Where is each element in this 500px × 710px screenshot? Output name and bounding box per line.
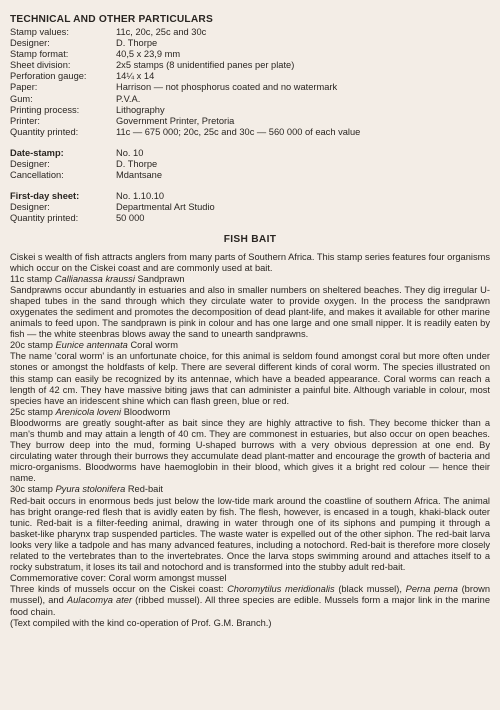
- stamp-25c-heading: 25c stamp Arenicola loveni Bloodworm: [10, 406, 171, 417]
- spec-row: Stamp format: 40,5 x 23,9 mm: [10, 49, 181, 60]
- spec-row: Quantity printed: 11c — 675 000; 20c, 25c and 30c — 560 000 of each value: [10, 126, 361, 137]
- spec-row: Designer: D. Thorpe: [10, 159, 158, 170]
- spec-row: Date-stamp: No. 10: [10, 147, 144, 158]
- spec-row: Printer: Government Printer, Pretoria: [10, 115, 235, 126]
- stamp-20c-text: The name 'coral worm' is an unfortunate choice, for this animal is seldom found amongst coral but more often under stones or amongst the holdfasts of kelp. There are several different kinds of coral worm. The species illustrated on this stamp can easily be recognized by its antennae, which have a beaded appearance. Coral worms can reach a length of 42 cm. They have massive biting jaws that can administer a painful bite. Although variable in colour, most species have an iridescent shine which can flash green, blue or red.: [10, 351, 490, 406]
- spec-row: First-day sheet: No. 1.10.10: [10, 191, 165, 202]
- intro-paragraph: Ciskei s wealth of fish attracts anglers from many parts of Southern Africa. This stamp series features four organisms which occur on the Ciskei coast and are commonly used at bait.: [10, 251, 490, 273]
- spec-row: Perforation gauge: 14¼ x 14: [10, 71, 155, 82]
- stamp-25c-text: Bloodworms are greatly sought-after as bait since they are highly attractive to fish. They become thicker than a man's thumb and may attain a length of 40 cm. They are commonest in estuaries, but also occur on open beaches. They burrow deep into the mud, forming U-shaped burrows with a very obvious depression at one end. By circulating water through their burrows they accumulate dead plant-matter and encourage the growth of bacteria and micro-organisms. Bloodworms have haemoglobin in their blood, which gives it a bright red colour — hence their name.: [10, 417, 490, 484]
- spec-row: Printing process: Lithography: [10, 104, 165, 115]
- mussels-paragraph: Three kinds of mussels occur on the Ciskei coast: Choromytilus meridionalis (black mussel), Perna perna (brown mussel), and Aulacomya ater (ribbed mussel). All three species are edible. Mussels form a major link in the marine food chain.: [10, 584, 491, 617]
- spec-row: Designer: D. Thorpe: [10, 38, 158, 49]
- stamp-30c-heading: 30c stamp Pyura stolonifera Red-bait: [10, 484, 163, 495]
- spec-row: Quantity printed: 50 000: [10, 213, 145, 224]
- stamp-30c-text: Red-bait occurs in enormous beds just below the low-tide mark around the coastline of southern Africa. The animal has bright orange-red flesh that is avidly eaten by fish. The flesh, however, is encased in a tough, khaki-black outer tunic. Red-bait is a filter-feeding animal, drawing in water through one of its siphons and pumping it through a basket-like pharynx trap suspended particles. The waste water is expelled out of the other siphon. The red-bait larva looks very like a tadpole and has many advanced features, including a notochord. Red-bait is therefore more closely related to the vertebrates than to the invertebrates. Once the larva stops swimming around and attaches itself to a rocky substratum, it loses its tail and notochord and is transformed into the stubby adult red-bait.: [10, 495, 490, 573]
- spec-row: Gum: P.V.A.: [10, 93, 141, 104]
- technical-table: [10, 27, 360, 138]
- date-stamp-table: [10, 148, 162, 181]
- first-day-table: [10, 191, 215, 224]
- stamp-11c-heading: 11c stamp Callianassa kraussi Sandprawn: [10, 273, 185, 284]
- spec-row: Sheet division: 2x5 stamps (8 unidentified panes per plate): [10, 60, 295, 71]
- credit-line: (Text compiled with the kind co-operation of Prof. G.M. Branch.): [10, 617, 272, 628]
- spec-row: Designer: Departmental Art Studio: [10, 202, 215, 213]
- fish-bait-title: FISH BAIT: [223, 233, 277, 245]
- spec-row: Stamp values: 11c, 20c, 25c and 30c: [10, 27, 207, 37]
- stamp-11c-text: Sandprawns occur abundantly in estuaries and also in smaller numbers on sheltered beaches. They dig irregular U-shaped tubes in the sand through which they circulate water to provide oxygen. In the process the sandprawn oxygenates the sediment and promotes the decomposition of dead plant-life, and makes it available for other marine animals to feed upon. The sandprawn is pink in colour and has one large and one small nipper. It is readily eaten by fish — the white steenbras blows away the sand to unearth sandprawns.: [10, 284, 490, 340]
- stamp-20c-heading: 20c stamp Eunice antennata Coral worm: [10, 340, 178, 351]
- spec-row: Paper: Harrison — not phosphorus coated and no watermark: [10, 82, 338, 93]
- fish-bait-body: [10, 252, 490, 629]
- spec-row: Cancellation: Mdantsane: [10, 170, 162, 181]
- commemorative-cover: Commemorative cover: Coral worm amongst mussel: [10, 573, 227, 584]
- technical-heading: TECHNICAL AND OTHER PARTICULARS: [10, 14, 213, 25]
